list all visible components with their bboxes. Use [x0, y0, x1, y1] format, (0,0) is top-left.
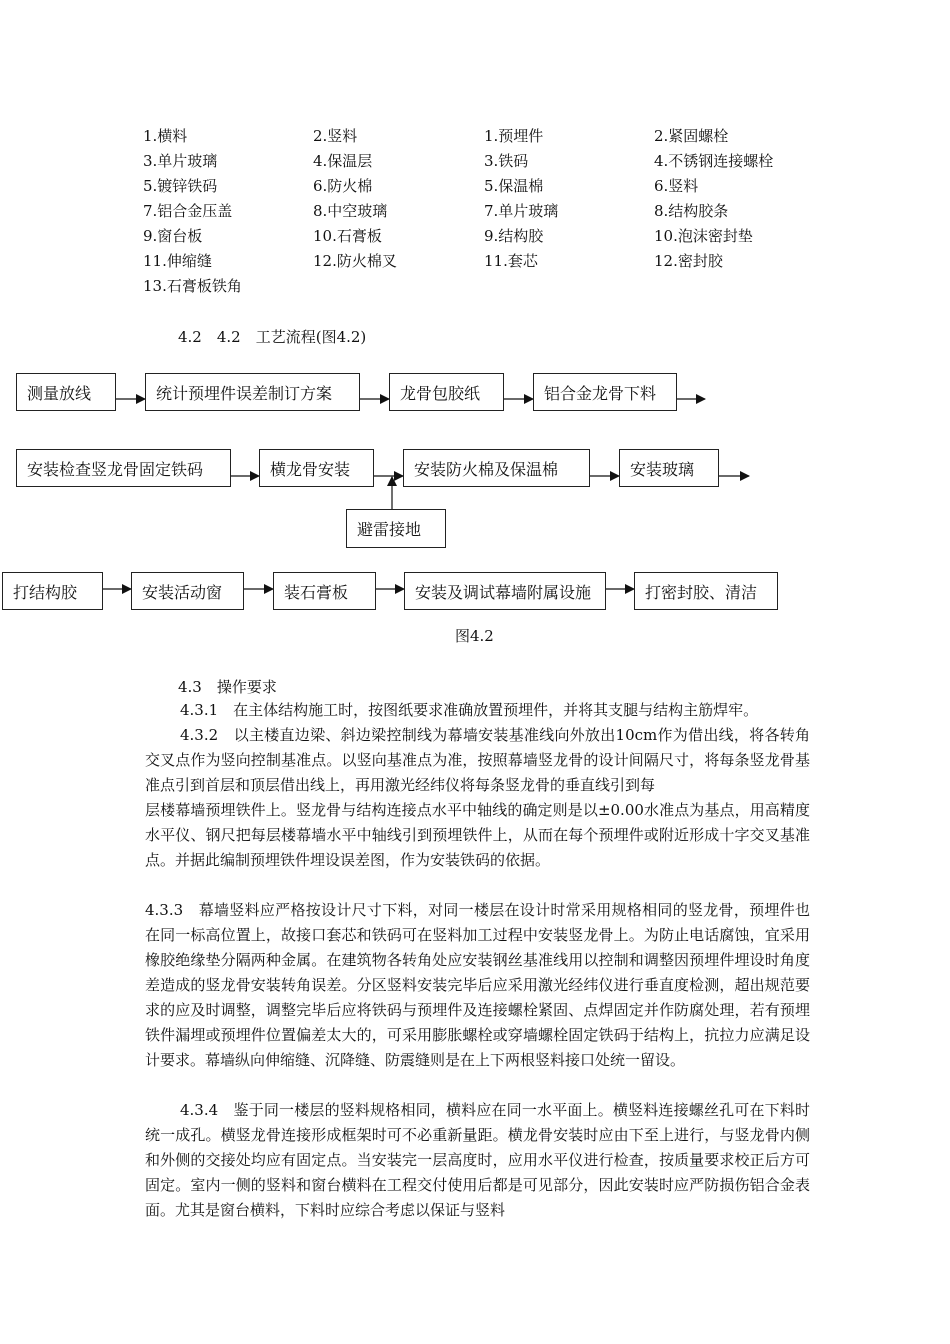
- legend-item: 11.伸缩缝: [143, 252, 212, 270]
- paragraph-4-3-1: [145, 698, 810, 723]
- legend-item: 9.窗台板: [143, 227, 203, 245]
- flow-step-horizontal-keel: 横龙骨安装: [259, 449, 374, 487]
- paragraph-4-3-3: [145, 898, 810, 1073]
- flow-step-error-plan: 统计预埋件误差制订方案: [145, 373, 360, 411]
- legend-item: 7.单片玻璃: [484, 202, 559, 220]
- legend-row: [143, 276, 823, 301]
- section-heading-4-2: 4.2 4.2 工艺流程(图4.2): [178, 328, 367, 346]
- legend-item: 6.竖料: [654, 177, 699, 195]
- paragraph-4-3-4: [145, 1098, 810, 1223]
- component-legend: [143, 126, 823, 301]
- flow-step-seal-clean: 打密封胶、清洁: [634, 572, 778, 610]
- paragraph-4-3-2: [145, 723, 810, 873]
- flow-step-measure: 测量放线: [16, 373, 116, 411]
- legend-item: 11.套芯: [484, 252, 538, 270]
- legend-item: 4.不锈钢连接螺栓: [654, 152, 774, 170]
- figure-caption: 图4.2: [455, 627, 494, 645]
- legend-item: 5.镀锌铁码: [143, 177, 218, 195]
- paragraph-text: 层楼幕墙预埋铁件上。竖龙骨与结构连接点水平中轴线的确定则是以±0.00水准点为基点，用高精度水平仪、钢尺把每层楼幕墙水平中轴线引到预埋铁件上，从而在每个预埋件或附近形成十字交叉基准点。并据此编制预埋铁件埋设误差图，作为安装铁码的依据。: [145, 801, 810, 869]
- legend-item: 9.结构胶: [484, 227, 544, 245]
- flow-step-structural-glue: 打结构胶: [2, 572, 103, 610]
- legend-item: 8.中空玻璃: [313, 202, 388, 220]
- legend-item: 12.防火棉叉: [313, 252, 397, 270]
- flow-step-movable-window: 安装活动窗: [131, 572, 244, 610]
- paragraph-text: 4.3.4 鉴于同一楼层的竖料规格相同，横料应在同一水平面上。横竖料连接螺丝孔可在下料时统一成孔。横竖龙骨连接形成框架时可不必重新量距。横龙骨安装时应由下至上进行，与竖龙骨内侧和外侧的交接处均应有固定点。当安装完一层高度时，应用水平仪进行检查，按质量要求校正后方可固定。室内一侧的竖料和窗台横料在工程交付使用后都是可见部分，因此安装时应严防损伤铝合金表面。尤其是窗台横料，下料时应综合考虑以保证与竖料: [145, 1101, 810, 1219]
- legend-item: 2.竖料: [313, 127, 358, 145]
- legend-item: 8.结构胶条: [654, 202, 729, 220]
- flow-step-accessories: 安装及调试幕墙附属设施: [404, 572, 606, 610]
- legend-item: 10.石膏板: [313, 227, 382, 245]
- legend-item: 1.预埋件: [484, 127, 544, 145]
- paragraph-text: 4.3.2 以主楼直边梁、斜边梁控制线为幕墙安装基准线向外放出10cm作为借出线，将各转角交叉点作为竖向控制基准点。以竖向基准点为准，按照幕墙竖龙骨的设计间隔尺寸，将每条竖龙骨基准点引到首层和顶层借出线上，再用激光经纬仪将每条竖龙骨的垂直线引到每: [145, 726, 810, 794]
- flow-step-vertical-keel: 安装检查竖龙骨固定铁码: [16, 449, 231, 487]
- flow-step-glass: 安装玻璃: [619, 449, 719, 487]
- paragraph-text: 4.3.3 幕墙竖料应严格按设计尺寸下料，对同一楼层在设计时常采用规格相同的竖龙骨，预埋件也在同一标高位置上，故接口套芯和铁码可在竖料加工过程中安装竖龙骨上。为防止电话腐蚀，宜采用橡胶绝缘垫分隔两种金属。在建筑物各转角处应安装钢丝基准线用以控制和调整因预埋件埋设时角度差造成的竖龙骨安装转角误差。分区竖料安装完毕后应采用激光经纬仪进行垂直度检测，超出规范要求的应及时调整，调整完毕后应将铁码与预埋件及连接螺栓紧固、点焊固定并作防腐处理，若有预埋铁件漏埋或预埋件位置偏差太大的，可采用膨胀螺栓或穿墙螺栓固定铁码于结构上，抗拉力应满足设计要求。幕墙纵向伸缩缝、沉降缝、防震缝则是在上下两根竖料接口处统一留设。: [145, 901, 810, 1069]
- paragraph-text: 4.3.1 在主体结构施工时，按图纸要求准确放置预埋件，并将其支腿与结构主筋焊牢。: [180, 701, 759, 719]
- legend-item: 2.紧固螺栓: [654, 127, 729, 145]
- legend-item: 5.保温棉: [484, 177, 544, 195]
- legend-item: 7.铝合金压盖: [143, 202, 233, 220]
- legend-item: 4.保温层: [313, 152, 373, 170]
- legend-item: 3.铁码: [484, 152, 529, 170]
- legend-item: 10.泡沫密封垫: [654, 227, 753, 245]
- legend-row: [143, 226, 823, 251]
- legend-item: 3.单片玻璃: [143, 152, 218, 170]
- legend-item: 6.防火棉: [313, 177, 373, 195]
- flow-step-insulation: 安装防火棉及保温棉: [403, 449, 590, 487]
- legend-row: [143, 151, 823, 176]
- legend-item: 12.密封胶: [654, 252, 723, 270]
- flow-step-aluminum-cut: 铝合金龙骨下料: [533, 373, 677, 411]
- legend-row: [143, 201, 823, 226]
- flow-step-lightning-ground: 避雷接地: [346, 509, 446, 548]
- legend-row: [143, 251, 823, 276]
- flow-step-gypsum-board: 装石膏板: [273, 572, 376, 610]
- legend-row: [143, 176, 823, 201]
- section-heading-4-3: 4.3 操作要求: [178, 678, 277, 696]
- flow-step-keel-tape: 龙骨包胶纸: [389, 373, 504, 411]
- legend-row: [143, 126, 823, 151]
- legend-item: 13.石膏板铁角: [143, 277, 242, 295]
- legend-item: 1.横料: [143, 127, 188, 145]
